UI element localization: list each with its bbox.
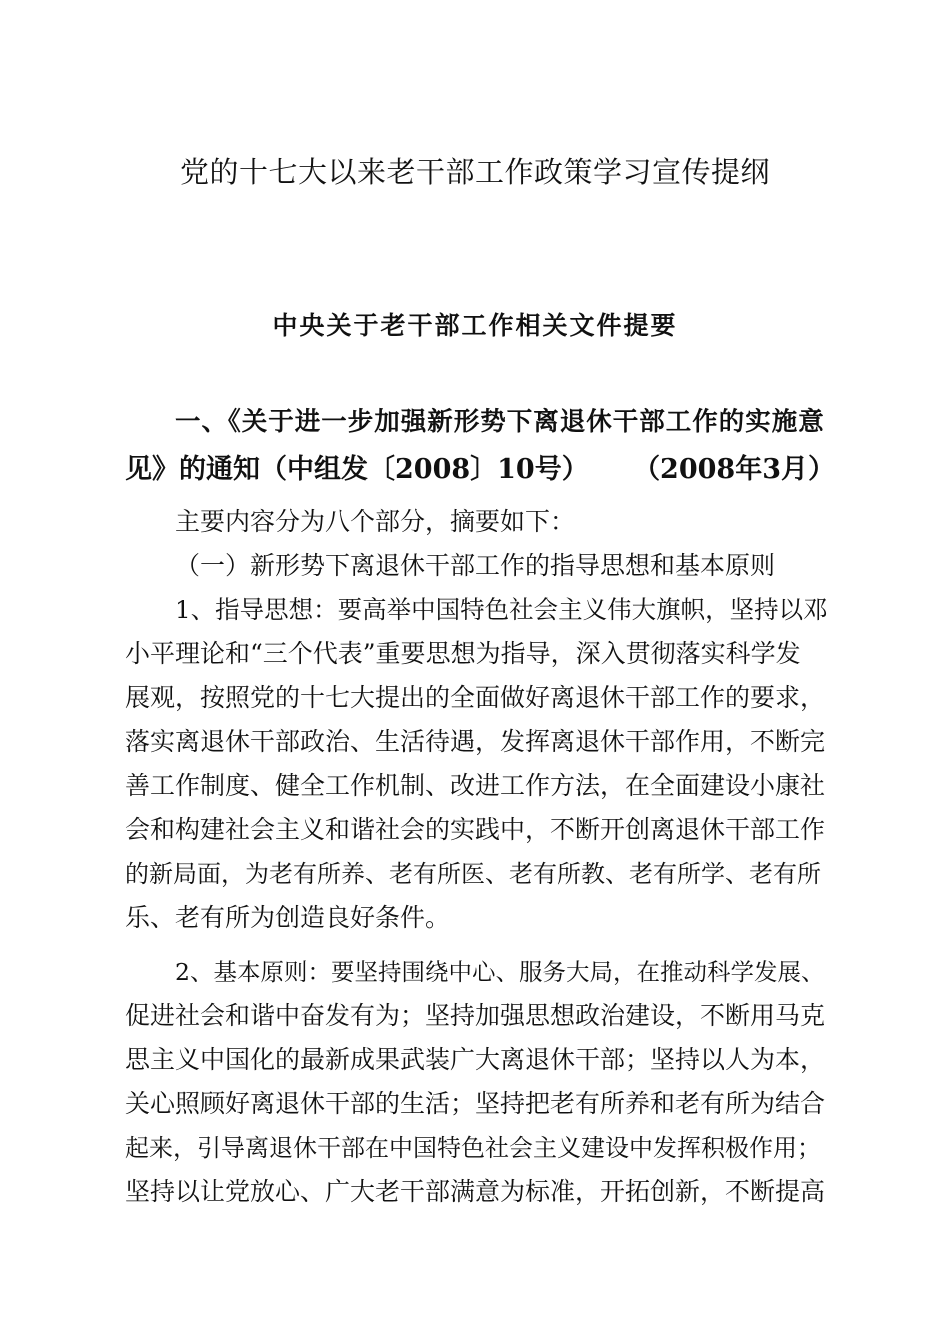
document-subtitle: 中央关于老干部工作相关文件提要: [272, 311, 678, 340]
paragraph-line: 1、指导思想：要高举中国特色社会主义伟大旗帜，坚持以邓: [175, 595, 828, 624]
intro-paragraph: 主要内容分为八个部分，摘要如下：: [175, 507, 576, 536]
document-title: 党的十七大以来老干部工作政策学习宣传提纲: [179, 155, 770, 189]
paragraph-line: 2、基本原则：要坚持围绕中心、服务大局，在推动科学发展、: [175, 958, 825, 986]
paragraph-line: 会和构建社会主义和谐社会的实践中，不断开创离退休干部工作: [125, 815, 826, 844]
part-1-heading: （一）新形势下离退休干部工作的指导思想和基本原则: [175, 551, 776, 580]
paragraph-line: 小平理论和“三个代表”重要思想为指导，深入贯彻落实科学发: [125, 639, 801, 668]
section-heading-doc-number: 见》的通知（中组发〔2008〕10号）: [125, 454, 589, 485]
section-heading-date: （2008年3月）: [633, 454, 835, 485]
body-text: [125, 500, 835, 1214]
paragraph-line: 落实离退休干部政治、生活待遇，发挥离退休干部作用，不断完: [125, 727, 826, 756]
section-heading-line-2: [125, 446, 835, 494]
paragraph-line: 思主义中国化的最新成果武装广大离退休干部；坚持以人为本，: [125, 1045, 826, 1074]
paragraph-line: 的新局面，为老有所养、老有所医、老有所教、老有所学、老有所: [125, 860, 821, 888]
section-heading-line-1: 一、《关于进一步加强新形势下离退休干部工作的实施意: [175, 407, 825, 437]
paragraph-line: 坚持以让党放心、广大老干部满意为标准，开拓创新，不断提高: [125, 1177, 826, 1206]
paragraph-basic-principles: [125, 950, 835, 1214]
paragraph-line: 促进社会和谐中奋发有为；坚持加强思想政治建设，不断用马克: [125, 1001, 826, 1030]
paragraph-line: 起来，引导离退休干部在中国特色社会主义建设中发挥积极作用；: [125, 1134, 821, 1162]
paragraph-line: 善工作制度、健全工作机制、改进工作方法，在全面建设小康社: [125, 771, 826, 800]
section-heading: [125, 398, 835, 494]
paragraph-guiding-ideology: [125, 588, 835, 940]
paragraph-line: 乐、老有所为创造良好条件。: [125, 903, 451, 932]
paragraph-line: 展观，按照党的十七大提出的全面做好离退休干部工作的要求，: [125, 683, 826, 712]
paragraph-spacer: [125, 940, 835, 950]
paragraph-line: 关心照顾好离退休干部的生活；坚持把老有所养和老有所为结合: [125, 1089, 826, 1118]
